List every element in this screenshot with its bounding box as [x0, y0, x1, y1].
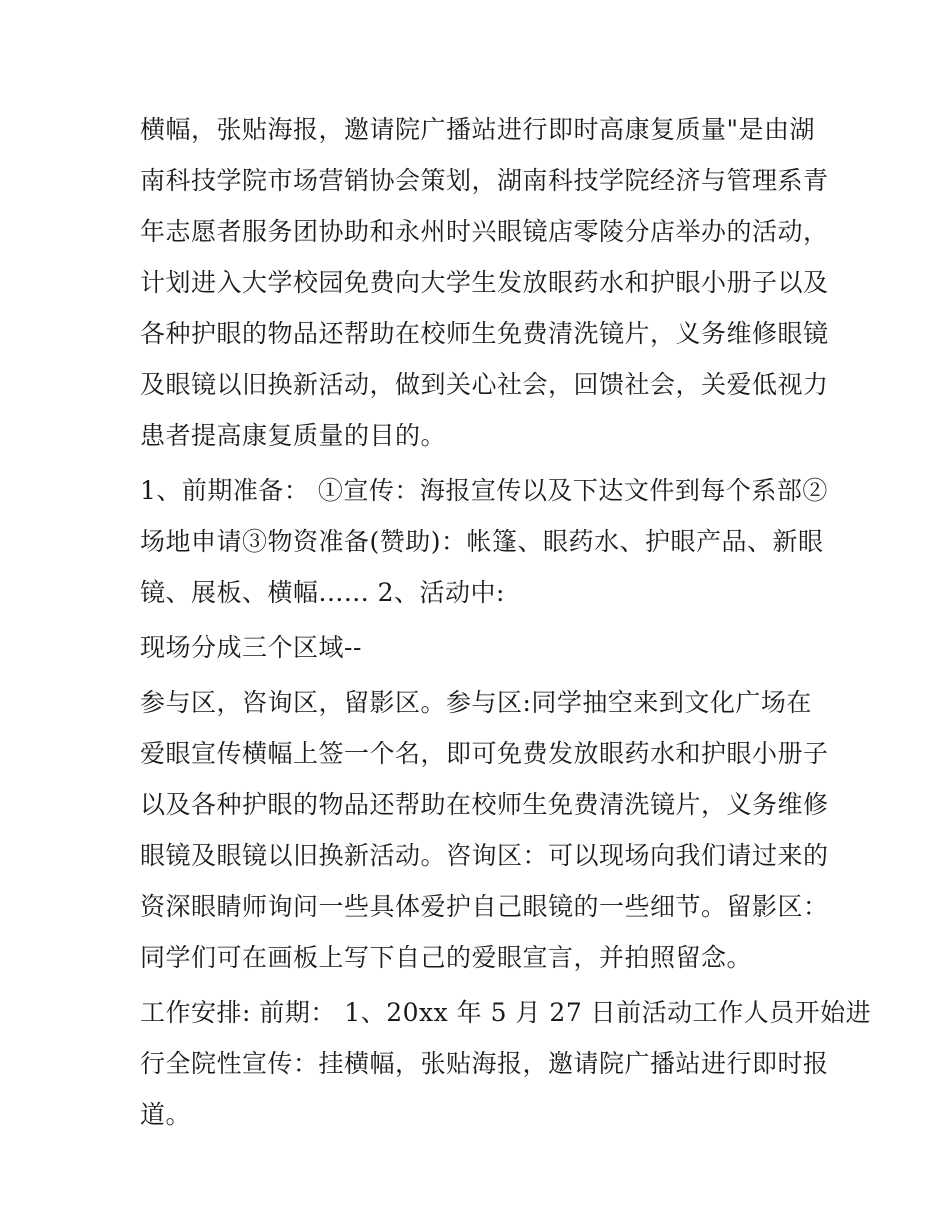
text-line: 南科技学院市场营销协会策划，湖南科技学院经济与管理系青	[140, 166, 829, 195]
text-line: 参与区，咨询区，留影区。参与区:同学抽空来到文化广场在	[140, 688, 812, 717]
text-line: 1、前期准备： ①宣传：海报宣传以及下达文件到每个系部②	[140, 476, 828, 505]
text-line: 计划进入大学校园免费向大学生发放眼药水和护眼小册子以及	[140, 268, 829, 297]
text-line: 现场分成三个区域--	[140, 633, 362, 662]
text-line: 镜、展板、横幅...... 2、活动中:	[140, 578, 505, 607]
paragraph-intro	[140, 104, 829, 461]
text-line: 各种护眼的物品还帮助在校师生免费清洗镜片，义务维修眼镜	[140, 319, 829, 348]
text-line: 工作安排: 前期： 1、20xx 年 5 月 27 日前活动工作人员开始进	[140, 998, 872, 1027]
paragraph-zones-heading	[140, 622, 820, 673]
text-line: 行全院性宣传：挂横幅，张贴海报，邀请院广播站进行即时报	[140, 1049, 829, 1078]
text-line: 以及各种护眼的物品还帮助在校师生免费清洗镜片，义务维修	[140, 790, 829, 819]
text-line: 年志愿者服务团协助和永州时兴眼镜店零陵分店举办的活动，	[140, 217, 829, 246]
text-line: 患者提高康复质量的目的。	[140, 421, 447, 450]
paragraph-zones-detail	[140, 677, 829, 983]
text-line: 道。	[140, 1100, 192, 1129]
text-line: 资深眼睛师询问一些具体爱护自己眼镜的一些细节。留影区：	[140, 892, 829, 921]
text-line: 眼镜及眼镜以旧换新活动。咨询区：可以现场向我们请过来的	[140, 841, 829, 870]
text-line: 及眼镜以旧换新活动，做到关心社会，回馈社会，关爱低视力	[140, 370, 829, 399]
text-line: 同学们可在画板上写下自己的爱眼宣言，并拍照留念。	[140, 943, 753, 972]
paragraph-work-arrangement	[140, 987, 872, 1140]
text-line: 场地申请③物资准备(赞助)：帐篷、眼药水、护眼产品、新眼	[140, 527, 824, 556]
text-line: 横幅，张贴海报，邀请院广播站进行即时高康复质量"是由湖	[140, 115, 816, 144]
document-page	[140, 104, 872, 1140]
paragraph-preparation	[140, 465, 828, 618]
text-line: 爱眼宣传横幅上签一个名，即可免费发放眼药水和护眼小册子	[140, 739, 829, 768]
